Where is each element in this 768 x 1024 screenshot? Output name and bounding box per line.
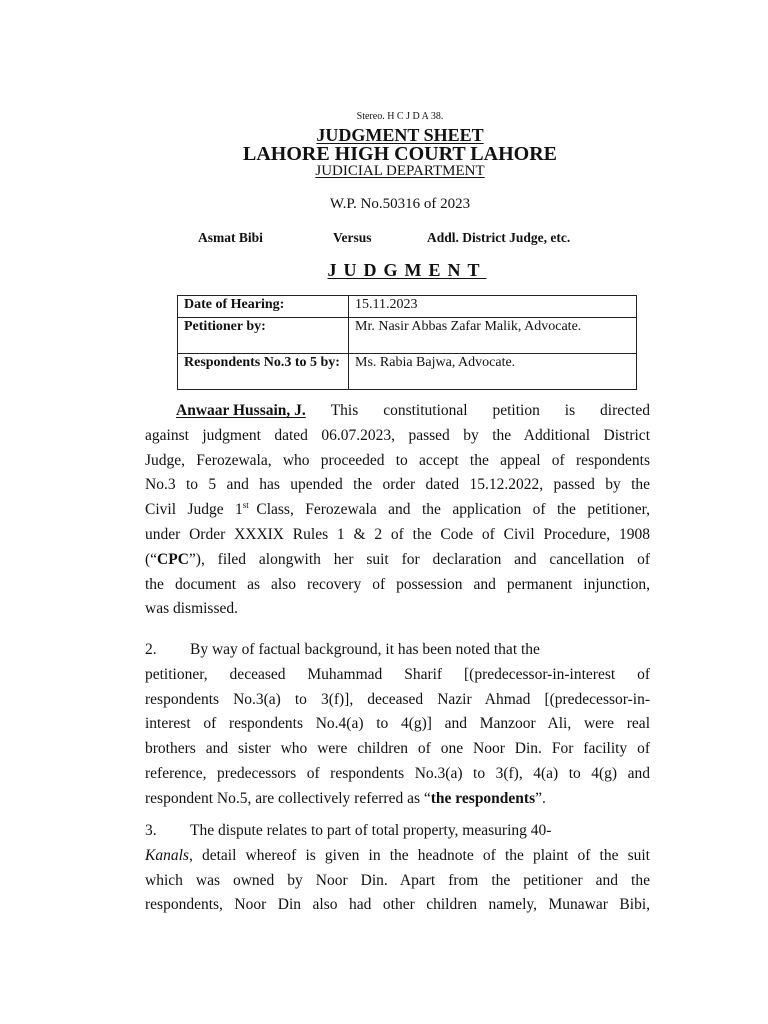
case-number: W.P. No.50316 of 2023: [329, 196, 471, 212]
paragraph-line: [145, 640, 650, 660]
row-value: Ms. Rabia Bajwa, Advocate.: [349, 354, 637, 390]
text-segment: the document as also recovery of possession and permanent injunction,: [145, 575, 650, 593]
table-row: [178, 296, 637, 318]
text-segment: (“: [145, 550, 158, 568]
text-segment: under Order XXXIX Rules 1 & 2 of the Code of Civil Procedure, 1908: [145, 526, 650, 543]
text-segment: is: [564, 402, 576, 419]
text-segment: directed: [600, 402, 650, 419]
italic-text: Kanals: [145, 846, 189, 864]
court-name: LAHORE HIGH COURT LAHORE: [243, 143, 557, 165]
text-segment: was dismissed.: [145, 600, 238, 618]
paragraph-line: [145, 789, 650, 809]
text-segment: No.3 to 5 and has upended the order dated 15.12.2022, passed by the: [145, 476, 650, 494]
text-segment: 2.: [145, 641, 157, 658]
text-segment: respondent No.5, are collectively referred as “: [145, 789, 431, 807]
text-segment: This: [330, 402, 359, 419]
text-segment: petitioner, deceased Muhammad Sharif [(predecessor-in-interest of: [145, 665, 650, 683]
paragraph-line: [145, 739, 650, 759]
table-row: [178, 354, 637, 390]
text-segment: 3.: [145, 822, 157, 839]
text-segment: against judgment dated 06.07.2023, passed by the Additional District: [145, 426, 650, 444]
row-label: Date of Hearing:: [178, 296, 349, 318]
text-segment: st: [242, 500, 249, 511]
judgment-sheet-title: JUDGMENT SHEET: [316, 125, 484, 145]
paragraph-line: [145, 500, 650, 520]
table-row: [178, 318, 637, 354]
text-segment: constitutional: [383, 402, 468, 419]
text-segment: ”.: [535, 789, 546, 807]
paragraph-line: [145, 575, 650, 595]
paragraph-line: [145, 599, 650, 619]
bold-text: Anwaar Hussain, J.: [176, 402, 306, 419]
paragraph-line: [145, 764, 650, 784]
paragraph-line: [145, 895, 650, 915]
paragraph-line: [145, 665, 650, 685]
row-value: 15.11.2023: [349, 296, 637, 318]
text-segment: interest of respondents No.4(a) to 4(g)] and Manzoor Ali, were real: [145, 715, 650, 733]
bold-text: CPC: [157, 550, 189, 568]
paragraph-line: [145, 525, 650, 545]
versus-label: Versus: [333, 230, 372, 245]
paragraph-line: [145, 550, 650, 570]
paragraph-line: [145, 426, 650, 446]
petitioner-name: Asmat Bibi: [198, 230, 263, 245]
hearing-details-table: [177, 295, 637, 390]
text-segment: petition: [492, 402, 540, 419]
paragraph-line: [145, 871, 650, 891]
bold-text: the respondents: [430, 789, 536, 807]
text-segment: respondents, Noor Din also had other children namely, Munawar Bibi,: [145, 896, 650, 914]
paragraph-line: [145, 690, 650, 710]
paragraph-line: [176, 401, 650, 421]
text-segment: Class, Ferozewala and the application of the petitioner,: [256, 501, 650, 519]
text-segment: reference, predecessors of respondents No.3(a) to 3(f), 4(a) to 4(g) and: [145, 765, 650, 782]
paragraph-line: [145, 846, 650, 866]
text-segment: which was owned by Noor Din. Apart from the petitioner and the: [145, 871, 650, 889]
text-segment: Civil Judge 1: [145, 501, 243, 519]
paragraph-line: [145, 714, 650, 734]
text-segment: By way of factual background, it has been noted that the: [190, 641, 540, 658]
judgment-heading: JUDGMENT: [327, 260, 487, 280]
paragraph-line: [145, 451, 650, 471]
row-label: Petitioner by:: [178, 318, 349, 354]
text-segment: The dispute relates to part of total property, measuring 40-: [190, 822, 552, 839]
text-segment: , detail whereof is given in the headnote of the plaint of the suit: [188, 846, 650, 864]
paragraph-line: [145, 475, 650, 495]
row-label: Respondents No.3 to 5 by:: [178, 354, 349, 390]
text-segment: brothers and sister who were children of one Noor Din. For facility of: [145, 740, 650, 758]
paragraph-line: [145, 821, 650, 841]
row-value: Mr. Nasir Abbas Zafar Malik, Advocate.: [349, 318, 637, 354]
department: JUDICIAL DEPARTMENT: [315, 163, 485, 179]
text-segment: ”), filed alongwith her suit for declaration and cancellation of: [188, 550, 650, 568]
text-segment: respondents No.3(a) to 3(f)], deceased Nazir Ahmad [(predecessor-in-: [145, 690, 650, 708]
text-segment: Judge, Ferozewala, who proceeded to accept the appeal of respondents: [145, 451, 650, 469]
respondent-name: Addl. District Judge, etc.: [427, 230, 571, 245]
stereo-note: Stereo. H C J D A 38.: [356, 111, 444, 122]
